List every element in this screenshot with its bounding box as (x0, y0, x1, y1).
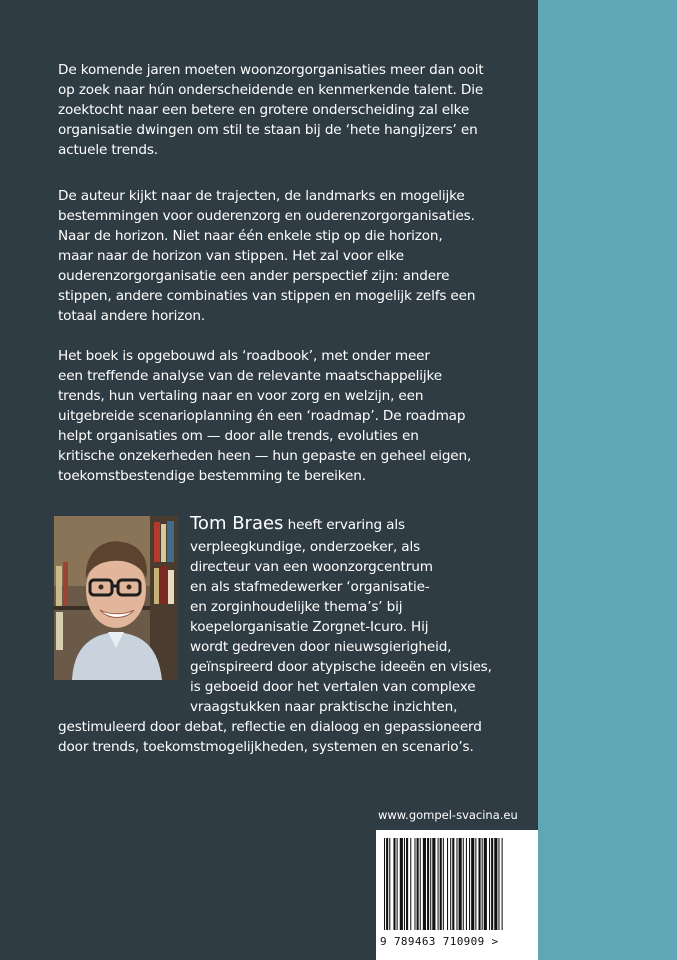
blurb-line: stippen, andere combinaties van stippen en mogelijk zelfs een (58, 288, 476, 304)
barcode-bar (386, 838, 388, 930)
author-bio-line: gestimuleerd door debat, reflectie en dialoog en gepassioneerd (58, 719, 482, 735)
barcode-bar (417, 838, 419, 930)
barcode-bar (443, 838, 444, 930)
blurb-line: Het boek is opgebouwd als ‘roadbook’, met onder meer (58, 348, 430, 364)
barcode-bar (406, 838, 408, 930)
blurb-line: bestemmingen voor ouderenzorg en ouderenzorgorganisaties. (58, 208, 475, 224)
blurb-line: totaal andere horizon. (58, 308, 206, 324)
author-bio-line: verpleegkundige, onderzoeker, als (190, 539, 421, 555)
barcode-bar (393, 838, 395, 930)
barcode-bar (484, 838, 487, 930)
barcode-bar (456, 838, 457, 930)
blurb-line: maar naar de horizon van stippen. Het zal voor elke (58, 248, 405, 264)
author-bio-line: vraagstukken naar praktische inzichten, (190, 699, 458, 715)
barcode-bar (389, 838, 390, 930)
barcode-bar (463, 838, 464, 930)
barcode-bar (400, 838, 403, 930)
blurb-line: toekomstbestendige bestemming te bereiken. (58, 468, 366, 484)
blurb-line: helpt organisaties om — door alle trends, evoluties en (58, 428, 419, 444)
blurb-line: op zoek naar hún onderscheidende en kenmerkende talent. Die (58, 82, 484, 98)
barcode-bar (414, 838, 415, 930)
spine-color-band (538, 0, 677, 960)
isbn-barcode (376, 830, 538, 960)
author-portrait (54, 516, 178, 680)
barcode-bar (452, 838, 454, 930)
barcode-bar (438, 838, 439, 930)
author-bio-line: wordt gedreven door nieuwsgierigheid, (190, 639, 452, 655)
blurb-line: De komende jaren moeten woonzorgorganisaties meer dan ooit (58, 62, 484, 78)
barcode-bar (410, 838, 411, 930)
author-bio-line: directeur van een woonzorgcentrum (190, 559, 433, 575)
author-bio-line: geïnspireerd door atypische ideeën en visies, (190, 659, 492, 675)
barcode-bar (427, 838, 429, 930)
blurb-paragraph-2 (58, 186, 498, 326)
blurb-line: kritische onzekerheden heen — hun gepaste en geheel eigen, (58, 448, 472, 464)
author-name: Tom Braes (190, 513, 284, 534)
barcode-bar (482, 838, 483, 930)
barcode-bar (420, 838, 421, 930)
barcode-bar (447, 838, 448, 930)
barcode-bar (423, 838, 426, 930)
blurb-line: organisatie dwingen om stil te staan bij de ‘hete hangijzers’ en (58, 122, 478, 138)
barcode-bar (471, 838, 474, 930)
barcode-bar (397, 838, 398, 930)
blurb-line: ouderenzorgorganisatie een ander perspectief zijn: andere (58, 268, 450, 284)
blurb-line: De auteur kijkt naar de trajecten, de landmarks en mogelijke (58, 188, 465, 204)
barcode-bar (469, 838, 470, 930)
blurb-line: zoektocht naar een betere en grotere onderscheiding zal elke (58, 102, 470, 118)
author-bio-line: en zorginhoudelijke thema’s’ bij (190, 599, 403, 615)
isbn-digits: 9 789463 710909 > (380, 935, 499, 948)
blurb-line: Naar de horizon. Niet naar één enkele stip op die horizon, (58, 228, 443, 244)
barcode-bar (459, 838, 462, 930)
barcode-bar (479, 838, 481, 930)
blurb-line: een treffende analyse van de relevante maatschappelijke (58, 368, 442, 384)
author-bio-line: koepelorganisatie Zorgnet-Icuro. Hij (190, 619, 429, 635)
barcode-bar (384, 838, 385, 930)
barcode-bar (494, 838, 497, 930)
barcode-bar (489, 838, 490, 930)
author-bio-line: en als stafmedewerker ‘organisatie- (190, 579, 430, 595)
author-bio-line: door trends, toekomstmogelijkheden, systemen en scenario’s. (58, 739, 474, 755)
barcode-bar (498, 838, 499, 930)
barcode-bar (440, 838, 442, 930)
blurb-paragraph-3 (58, 346, 498, 486)
barcode-bars (376, 830, 538, 934)
publisher-website[interactable]: www.gompel-svacina.eu (378, 808, 518, 822)
barcode-bar (450, 838, 451, 930)
blurb-line: actuele trends. (58, 142, 158, 158)
barcode-bar (430, 838, 431, 930)
author-bio-line: is geboeid door het vertalen van complexe (190, 679, 476, 695)
blurb-line: uitgebreide scenarioplanning én een ‘roadmap’. De roadmap (58, 408, 466, 424)
barcode-bar (466, 838, 467, 930)
barcode-bar (491, 838, 493, 930)
barcode-bar (502, 838, 503, 930)
author-bio-first-line: Tom Braes heeft ervaring als (190, 513, 405, 534)
blurb-line: trends, hun vertaling naar en voor zorg en welzijn, een (58, 388, 424, 404)
barcode-bar (432, 838, 435, 930)
barcode-bar (475, 838, 476, 930)
blurb-paragraph-1 (58, 60, 498, 160)
barcode-bar (404, 838, 405, 930)
